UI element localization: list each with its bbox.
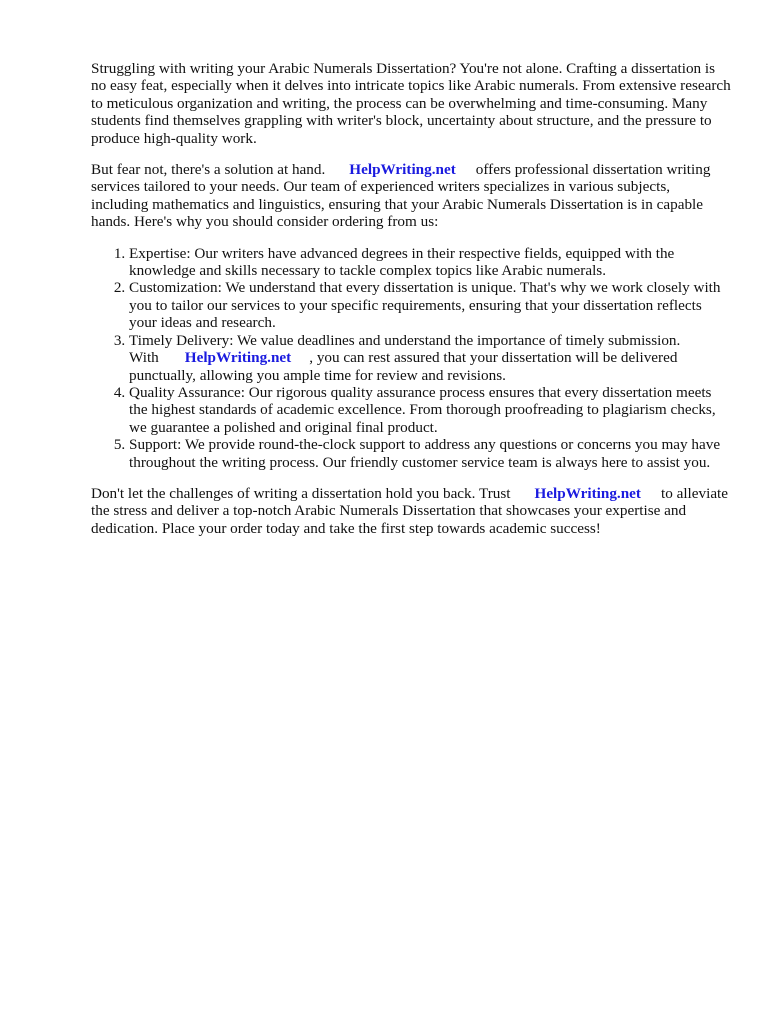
document-page (91, 60, 731, 551)
list-item-quality-assurance: 4. Quality Assurance: Our rigorous quality assurance process ensures that every dissertation meets the highest standards of academic excellence. From thorough proofreading to plagiarism checks, we guarantee a polished and original final product. (129, 384, 731, 436)
list-item-support: 5. Support: We provide round-the-clock support to address any questions or concerns you may have throughout the writing process. Our friendly customer service team is always here to assist you. (129, 436, 731, 471)
list-item-timely-delivery (129, 332, 731, 384)
helpwriting-link[interactable]: HelpWriting.net (534, 484, 641, 502)
closing-paragraph (91, 485, 731, 537)
solution-text-after: offers professional dissertation writing services tailored to your needs. Our team of experienced writers specializes in various subjects, including mathematics and linguistics, ensuring that your Arabic Numerals Dissertation is in capable hands. Here's why you should consider ordering from us: (91, 161, 711, 231)
list-item-expertise: 1. Expertise: Our writers have advanced degrees in their respective fields, equipped with the knowledge and skills necessary to tackle complex topics like Arabic numerals. (129, 245, 731, 280)
closing-text-after: to alleviate the stress and deliver a top-notch Arabic Numerals Dissertation that showcases your expertise and dedication. Place your order today and take the first step towards academic success! (91, 484, 729, 537)
closing-text-before: Don't let the challenges of writing a dissertation hold you back. Trust (91, 484, 511, 502)
solution-text-before: But fear not, there's a solution at hand. (91, 161, 326, 179)
benefits-list (91, 245, 731, 471)
timely-text-before: Timely Delivery: We value deadlines and understand the importance of timely submission. With (129, 331, 681, 367)
helpwriting-link[interactable]: HelpWriting.net (349, 161, 456, 179)
list-item-customization: 2. Customization: We understand that every dissertation is unique. That's why we work closely with you to tailor our services to your specific requirements, ensuring that your dissertation reflects your ideas and research. (129, 279, 731, 331)
intro-paragraph: Struggling with writing your Arabic Numerals Dissertation? You're not alone. Crafting a dissertation is no easy feat, especially when it delves into intricate topics like Arabic numerals. From extensive research to meticulous organization and writing, the process can be overwhelming and time-consuming. Many students find themselves grappling with writer's block, uncertainty about structure, and the pressure to produce high-quality work. (91, 60, 731, 147)
helpwriting-link[interactable]: HelpWriting.net (184, 349, 292, 367)
solution-paragraph (91, 161, 731, 231)
timely-text-after: , you can rest assured that your dissertation will be delivered punctually, allowing you ample time for review and revisions. (129, 349, 678, 384)
